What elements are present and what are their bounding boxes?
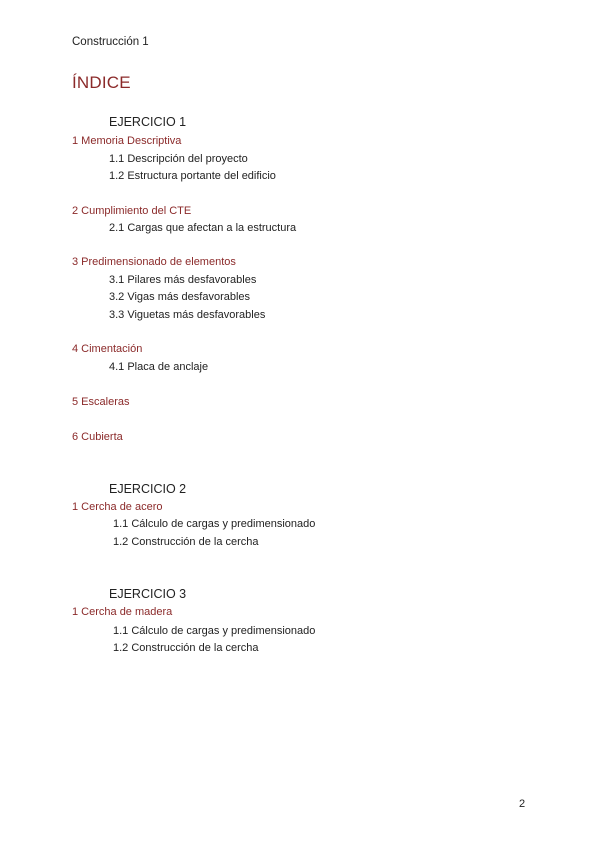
running-header: Construcción 1 <box>72 36 149 48</box>
exercise-3-heading: EJERCICIO 3 <box>109 587 187 601</box>
toc-ex2-subsection-1-1[interactable]: 1.1 Cálculo de cargas y predimensionado <box>113 518 316 530</box>
toc-ex3-subsection-1-1[interactable]: 1.1 Cálculo de cargas y predimensionado <box>113 625 316 637</box>
toc-section-1-memoria[interactable]: 1 Memoria Descriptiva <box>72 135 182 147</box>
toc-ex3-section-1[interactable]: 1 Cercha de madera <box>72 606 173 618</box>
exercise-2-heading: EJERCICIO 2 <box>109 482 187 496</box>
page-title: ÍNDICE <box>72 73 131 92</box>
toc-ex2-section-1[interactable]: 1 Cercha de acero <box>72 501 163 513</box>
exercise-1-heading: EJERCICIO 1 <box>109 115 187 129</box>
toc-subsection-3-3[interactable]: 3.3 Viguetas más desfavorables <box>109 309 266 321</box>
toc-subsection-3-2[interactable]: 3.2 Vigas más desfavorables <box>109 291 251 303</box>
toc-section-3-predimensionado[interactable]: 3 Predimensionado de elementos <box>72 256 236 268</box>
toc-ex2-subsection-1-2[interactable]: 1.2 Construcción de la cercha <box>113 536 259 548</box>
toc-subsection-2-1[interactable]: 2.1 Cargas que afectan a la estructura <box>109 222 297 234</box>
page-number: 2 <box>519 798 526 810</box>
toc-section-2-cte[interactable]: 2 Cumplimiento del CTE <box>72 205 192 217</box>
toc-subsection-4-1[interactable]: 4.1 Placa de anclaje <box>109 361 209 373</box>
toc-subsection-3-1[interactable]: 3.1 Pilares más desfavorables <box>109 274 257 286</box>
toc-ex3-subsection-1-2[interactable]: 1.2 Construcción de la cercha <box>113 642 259 654</box>
toc-section-5-escaleras[interactable]: 5 Escaleras <box>72 396 130 408</box>
toc-subsection-1-1[interactable]: 1.1 Descripción del proyecto <box>109 153 248 165</box>
toc-section-6-cubierta[interactable]: 6 Cubierta <box>72 431 123 443</box>
toc-section-4-cimentacion[interactable]: 4 Cimentación <box>72 343 143 355</box>
toc-subsection-1-2[interactable]: 1.2 Estructura portante del edificio <box>109 170 276 182</box>
